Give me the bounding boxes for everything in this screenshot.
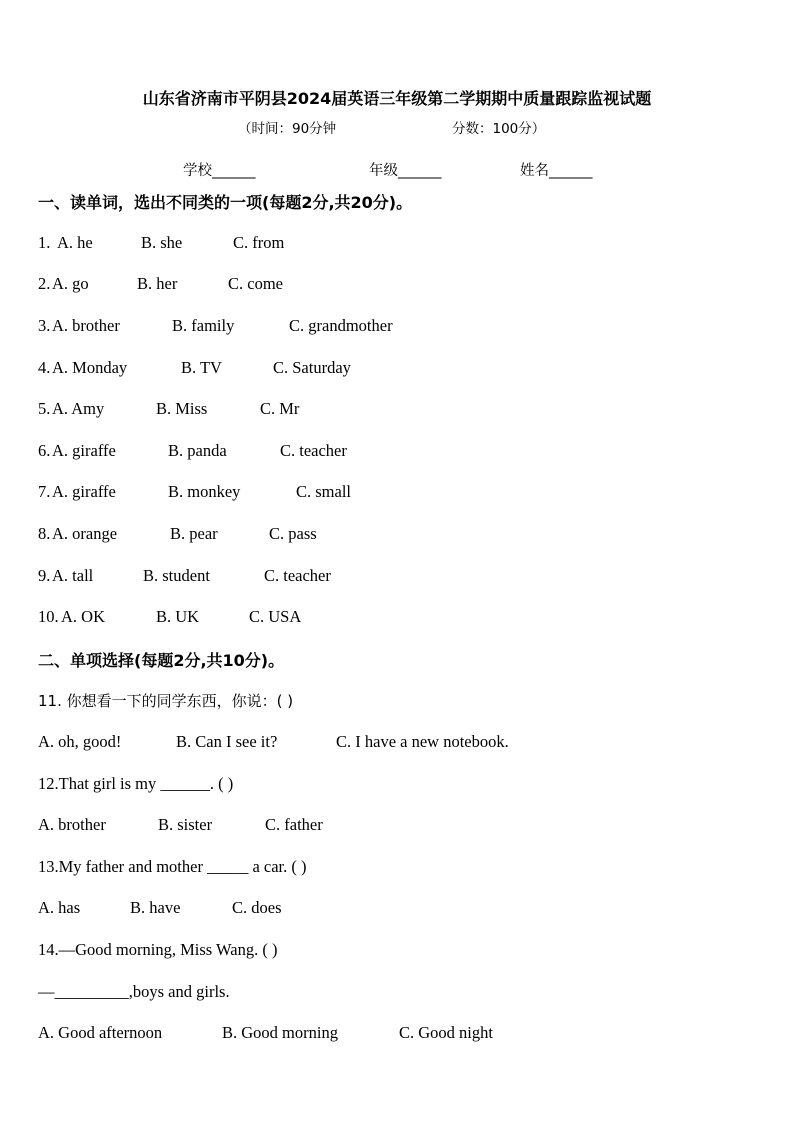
option-c: C. small bbox=[296, 482, 352, 501]
option-b: B. UK bbox=[156, 607, 200, 626]
option-c: C. Mr bbox=[260, 399, 300, 418]
option-a: A. Monday bbox=[52, 358, 128, 377]
question-number: 5. bbox=[38, 399, 51, 418]
option-c: C. Saturday bbox=[273, 358, 351, 377]
option-b: B. her bbox=[137, 274, 178, 293]
option-b: B. TV bbox=[181, 358, 222, 377]
question-number: 2. bbox=[38, 274, 51, 293]
option-a: A. oh, good! bbox=[38, 732, 122, 751]
option-a: A. has bbox=[38, 898, 81, 917]
question-number: 8. bbox=[38, 524, 51, 543]
grade-field: 年级______ bbox=[369, 163, 442, 179]
option-a: A. brother bbox=[38, 815, 106, 834]
question-number: 9. bbox=[38, 566, 51, 585]
section1-heading: 一、读单词，选出不同类的一项(每题2分,共20分)。 bbox=[38, 193, 413, 212]
option-c: C. Good night bbox=[399, 1023, 493, 1042]
option-c: C. from bbox=[233, 233, 285, 252]
option-c: C. come bbox=[228, 274, 283, 293]
option-a: A. giraffe bbox=[52, 482, 116, 501]
option-a: A. giraffe bbox=[52, 441, 116, 460]
option-a: A. OK bbox=[61, 607, 105, 626]
option-a: A. orange bbox=[52, 524, 118, 543]
option-b: B. family bbox=[172, 316, 235, 335]
option-b: B. Good morning bbox=[222, 1023, 338, 1042]
question-number: 10. bbox=[38, 607, 59, 626]
option-a: A. he bbox=[57, 233, 93, 252]
option-b: B. Can I see it? bbox=[176, 732, 278, 751]
question-13-stem: 13.My father and mother _____ a car. ( ) bbox=[38, 857, 307, 876]
option-b: B. she bbox=[141, 233, 183, 252]
option-b: B. Miss bbox=[156, 399, 208, 418]
option-a: A. Amy bbox=[52, 399, 105, 418]
option-a: A. tall bbox=[52, 566, 94, 585]
option-c: C. pass bbox=[269, 524, 317, 543]
question-14-stem: 14.—Good morning, Miss Wang. ( ) bbox=[38, 940, 278, 959]
school-field: 学校______ bbox=[183, 163, 256, 179]
option-b: B. monkey bbox=[168, 482, 241, 501]
question-number: 6. bbox=[38, 441, 51, 460]
option-a: A. go bbox=[52, 274, 89, 293]
option-c: C. USA bbox=[249, 607, 302, 626]
option-b: B. panda bbox=[168, 441, 227, 460]
option-c: C. teacher bbox=[280, 441, 347, 460]
question-number: 7. bbox=[38, 482, 51, 501]
question-12-stem: 12.That girl is my ______. ( ) bbox=[38, 774, 234, 793]
option-a: A. Good afternoon bbox=[38, 1023, 163, 1042]
option-c: C. I have a new notebook. bbox=[336, 732, 509, 751]
option-c: C. does bbox=[232, 898, 282, 917]
score-info: 分数：100分） bbox=[452, 121, 546, 137]
option-b: B. pear bbox=[170, 524, 218, 543]
name-field: 姓名______ bbox=[520, 163, 593, 179]
option-b: B. student bbox=[143, 566, 210, 585]
exam-title: 山东省济南市平阴县2024届英语三年级第二学期期中质量跟踪监视试题 bbox=[142, 89, 652, 108]
question-14-reply: —_________,boys and girls. bbox=[38, 982, 230, 1001]
question-number: 1. bbox=[38, 233, 51, 252]
section2-heading: 二、单项选择(每题2分,共10分)。 bbox=[38, 651, 285, 670]
option-b: B. have bbox=[130, 898, 181, 917]
time-info: （时间：90分钟 bbox=[238, 121, 337, 137]
question-number: 3. bbox=[38, 316, 51, 335]
question-11-stem: 11. 你想看一下的同学东西，你说：( ) bbox=[38, 692, 294, 710]
option-a: A. brother bbox=[52, 316, 120, 335]
option-c: C. grandmother bbox=[289, 316, 393, 335]
option-c: C. teacher bbox=[264, 566, 331, 585]
question-number: 4. bbox=[38, 358, 51, 377]
option-c: C. father bbox=[265, 815, 323, 834]
option-b: B. sister bbox=[158, 815, 213, 834]
